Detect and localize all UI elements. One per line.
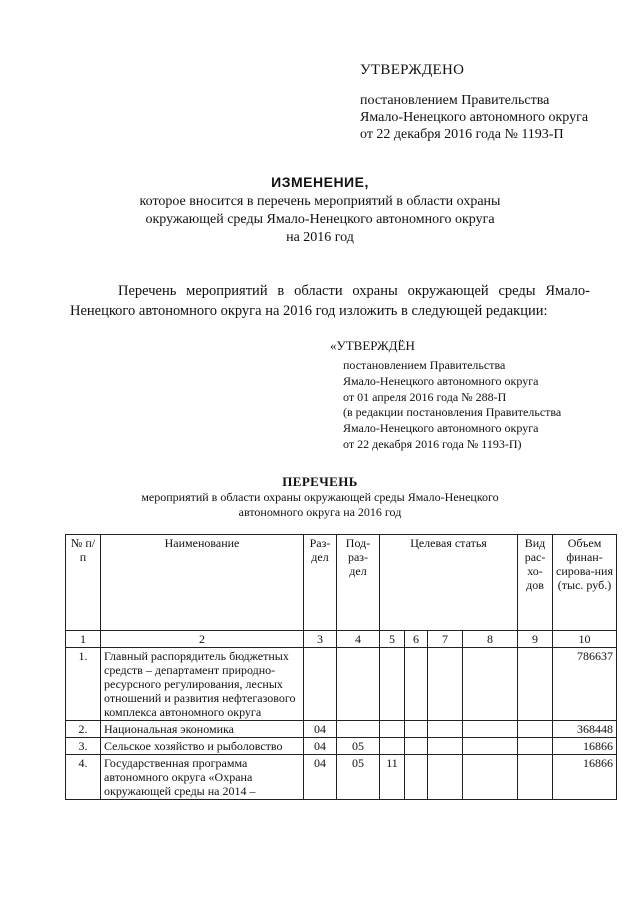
table-header-row [66, 535, 617, 631]
new-approved-title: «УТВЕРЖДЁН [330, 338, 415, 353]
column-number: 5 [380, 631, 405, 648]
row-target-4 [463, 648, 518, 721]
row-subsection: 05 [337, 738, 380, 755]
row-name: Национальная экономика [101, 721, 304, 738]
new-approved-details [343, 358, 561, 453]
header-volume: Объем финан-сирова-ния (тыс. руб.) [553, 535, 617, 631]
header-name: Наименование [101, 535, 304, 631]
row-target-3 [428, 738, 463, 755]
row-volume: 786637 [553, 648, 617, 721]
row-subsection: 05 [337, 755, 380, 800]
new-approved-line: от 01 апреля 2016 года № 288-П [343, 389, 507, 404]
row-no: 2. [66, 721, 101, 738]
row-target-1: 11 [380, 755, 405, 800]
new-approved-line: постановлением Правительства [343, 358, 506, 372]
approved-line: постановлением Правительства [360, 93, 550, 108]
table-row [66, 755, 617, 800]
approved-details [360, 92, 588, 143]
row-expense [518, 648, 553, 721]
table-row [66, 648, 617, 721]
change-subtitle [0, 193, 640, 247]
row-expense [518, 721, 553, 738]
row-target-1 [380, 738, 405, 755]
change-subtitle-line: которое вносится в перечень мероприятий в области охраны [139, 194, 501, 209]
column-number: 10 [553, 631, 617, 648]
row-section: 04 [304, 721, 337, 738]
new-approved-line: (в редакции постановления Правительства [343, 405, 562, 420]
row-target-2 [405, 755, 428, 800]
row-volume: 16866 [553, 738, 617, 755]
list-subtitle-line: автономного округа на 2016 год [238, 505, 402, 519]
row-target-4 [463, 755, 518, 800]
header-expense: Вид рас-хо-дов [518, 535, 553, 631]
row-expense [518, 738, 553, 755]
column-number: 3 [304, 631, 337, 648]
approved-title: УТВЕРЖДЕНО [360, 62, 465, 78]
column-number: 9 [518, 631, 553, 648]
table-row [66, 738, 617, 755]
row-section: 04 [304, 755, 337, 800]
row-target-4 [463, 721, 518, 738]
list-subtitle [120, 490, 520, 520]
column-number: 2 [101, 631, 304, 648]
header-section: Раз-дел [304, 535, 337, 631]
change-subtitle-line: на 2016 год [286, 230, 354, 245]
row-no: 3. [66, 738, 101, 755]
list-title: ПЕРЕЧЕНЬ [282, 474, 358, 489]
row-name: Сельское хозяйство и рыболовство [101, 738, 304, 755]
row-target-3 [428, 648, 463, 721]
row-target-3 [428, 755, 463, 800]
row-target-4 [463, 738, 518, 755]
table-row [66, 721, 617, 738]
column-number: 1 [66, 631, 101, 648]
new-approved-line: от 22 декабря 2016 года № 1193-П) [343, 436, 522, 451]
approved-line: от 22 декабря 2016 года № 1193-П [360, 127, 564, 142]
row-volume: 368448 [553, 721, 617, 738]
header-subsection: Под-раз-дел [337, 535, 380, 631]
row-name: Государственная программа автономного округа «Охрана окружающей среды на 2014 – [101, 755, 304, 800]
row-target-1 [380, 721, 405, 738]
row-target-2 [405, 648, 428, 721]
row-volume: 16866 [553, 755, 617, 800]
column-number: 4 [337, 631, 380, 648]
column-number: 7 [428, 631, 463, 648]
list-subtitle-line: мероприятий в области охраны окружающей среды Ямало-Ненецкого [141, 490, 499, 504]
row-target-1 [380, 648, 405, 721]
row-section [304, 648, 337, 721]
row-no: 1. [66, 648, 101, 721]
change-subtitle-line: окружающей среды Ямало-Ненецкого автономного округа [145, 212, 495, 227]
column-number-row [66, 631, 617, 648]
row-no: 4. [66, 755, 101, 800]
row-section: 04 [304, 738, 337, 755]
row-name: Главный распорядитель бюджетных средств – департамент природно-ресурсного регулирования, лесных отношений и развития нефтегазового комплекса автономного округа [101, 648, 304, 721]
new-approved-line: Ямало-Ненецкого автономного округа [343, 373, 539, 388]
row-target-2 [405, 738, 428, 755]
change-title: ИЗМЕНЕНИЕ, [271, 174, 369, 190]
header-no: № п/п [66, 535, 101, 631]
row-target-2 [405, 721, 428, 738]
column-number: 6 [405, 631, 428, 648]
intro-paragraph: Перечень мероприятий в области охраны окружающей среды Ямало-Ненецкого автономного округа на 2016 год изложить в следующей редакции: [70, 283, 590, 319]
measures-table [65, 534, 617, 800]
row-target-3 [428, 721, 463, 738]
new-approved-line: Ямало-Ненецкого автономного округа [343, 421, 539, 436]
header-target: Целевая статья [380, 535, 518, 631]
row-expense [518, 755, 553, 800]
row-subsection [337, 648, 380, 721]
row-subsection [337, 721, 380, 738]
column-number: 8 [463, 631, 518, 648]
approved-line: Ямало-Ненецкого автономного округа [360, 110, 589, 125]
